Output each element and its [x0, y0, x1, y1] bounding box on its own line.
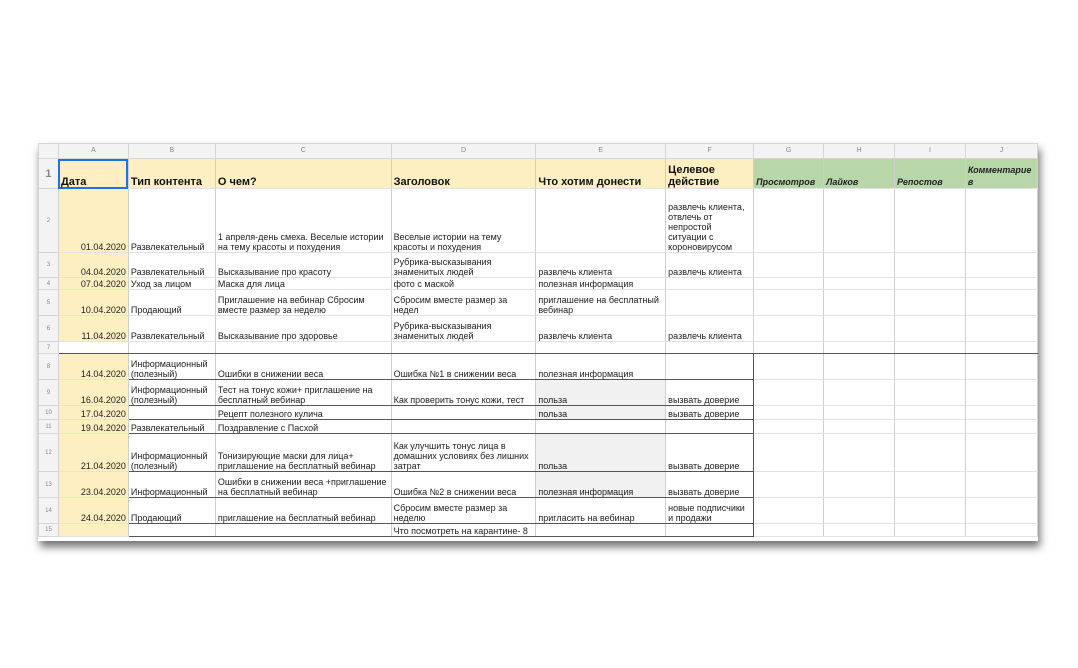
- table-cell[interactable]: 21.04.2020: [58, 434, 128, 472]
- table-row: [39, 380, 1038, 406]
- table-cell[interactable]: [391, 420, 536, 434]
- table-cell[interactable]: [965, 253, 1037, 278]
- table-cell[interactable]: 10.04.2020: [58, 290, 128, 316]
- row-number[interactable]: 4: [39, 278, 59, 290]
- table-cell[interactable]: Сбросим вместе размер за недел: [391, 290, 536, 316]
- table-cell[interactable]: приглашение на бесплатный вебинар: [536, 290, 666, 316]
- header-cell[interactable]: Лайков: [824, 159, 895, 189]
- table-cell[interactable]: [666, 354, 754, 380]
- table-cell[interactable]: [894, 253, 965, 278]
- table-cell[interactable]: [824, 420, 895, 434]
- table-cell[interactable]: [754, 278, 824, 290]
- table-cell[interactable]: полезная информация: [536, 354, 666, 380]
- table-cell[interactable]: [824, 342, 895, 354]
- table-cell[interactable]: Развлекательный: [128, 253, 215, 278]
- table-cell[interactable]: Веселые истории на тему красоты и похудения: [391, 189, 536, 253]
- table-cell[interactable]: [754, 342, 824, 354]
- table-cell[interactable]: [536, 189, 666, 253]
- table-cell[interactable]: [824, 290, 895, 316]
- table-cell[interactable]: 17.04.2020: [58, 406, 128, 420]
- table-cell[interactable]: 07.04.2020: [58, 278, 128, 290]
- table-cell[interactable]: Высказывание про красоту: [215, 253, 391, 278]
- table-cell[interactable]: [894, 342, 965, 354]
- table-cell[interactable]: Продающий: [128, 290, 215, 316]
- row-number[interactable]: 1: [39, 159, 59, 189]
- row-number[interactable]: 13: [39, 472, 59, 498]
- table-cell[interactable]: вызвать доверие: [666, 380, 754, 406]
- table-cell[interactable]: развлечь клиента: [536, 253, 666, 278]
- table-cell[interactable]: Тест на тонус кожи+ приглашение на бесплатный вебинар: [215, 380, 391, 406]
- table-cell[interactable]: приглашение на бесплатный вебинар: [215, 498, 391, 524]
- row-number[interactable]: 9: [39, 380, 59, 406]
- table-cell[interactable]: [666, 278, 754, 290]
- table-cell[interactable]: развлечь клиента, отвлечь от непростой ситуации с короновирусом: [666, 189, 754, 253]
- header-cell[interactable]: О чем?: [215, 159, 391, 189]
- table-cell[interactable]: Рецепт полезного кулича: [215, 406, 391, 420]
- table-cell[interactable]: вызвать доверие: [666, 406, 754, 420]
- row-number[interactable]: 3: [39, 253, 59, 278]
- table-cell[interactable]: [391, 406, 536, 420]
- column-header-d[interactable]: D: [391, 144, 536, 159]
- table-cell[interactable]: [754, 189, 824, 253]
- table-cell[interactable]: развлечь клиента: [666, 316, 754, 342]
- row-number[interactable]: 6: [39, 316, 59, 342]
- table-cell[interactable]: 14.04.2020: [58, 354, 128, 380]
- row-number[interactable]: 5: [39, 290, 59, 316]
- table-cell[interactable]: польза: [536, 434, 666, 472]
- header-cell[interactable]: Просмотров: [754, 159, 824, 189]
- table-cell[interactable]: [894, 290, 965, 316]
- table-cell[interactable]: 1 апреля-день смеха. Веселые истории на тему красоты и похудения: [215, 189, 391, 253]
- table-cell[interactable]: [536, 342, 666, 354]
- header-cell[interactable]: Репостов: [894, 159, 965, 189]
- column-header-a[interactable]: A: [58, 144, 128, 159]
- table-cell[interactable]: [894, 406, 965, 420]
- table-cell[interactable]: 23.04.2020: [58, 472, 128, 498]
- table-cell[interactable]: [128, 406, 215, 420]
- table-cell[interactable]: [894, 498, 965, 524]
- table-cell[interactable]: Высказывание про здоровье: [215, 316, 391, 342]
- table-cell[interactable]: 04.04.2020: [58, 253, 128, 278]
- table-cell[interactable]: [58, 524, 128, 537]
- column-header-i[interactable]: I: [894, 144, 965, 159]
- table-cell[interactable]: [754, 354, 824, 380]
- header-cell[interactable]: Заголовок: [391, 159, 536, 189]
- table-row: [39, 472, 1038, 498]
- header-cell[interactable]: Комментарие в: [965, 159, 1037, 189]
- table-row: [39, 189, 1038, 253]
- column-header-e[interactable]: E: [536, 144, 666, 159]
- table-row: [39, 342, 1038, 354]
- column-header-h[interactable]: H: [824, 144, 895, 159]
- column-header-g[interactable]: G: [754, 144, 824, 159]
- table-cell[interactable]: Информационный: [128, 472, 215, 498]
- table-cell[interactable]: [666, 524, 754, 537]
- table-cell[interactable]: [754, 380, 824, 406]
- table-cell[interactable]: Приглашение на вебинар Сбросим вместе размер за неделю: [215, 290, 391, 316]
- table-cell[interactable]: Развлекательный: [128, 189, 215, 253]
- table-row: [39, 316, 1038, 342]
- table-cell[interactable]: [894, 524, 965, 537]
- table-cell[interactable]: [754, 406, 824, 420]
- table-cell[interactable]: Развлекательный: [128, 316, 215, 342]
- table-cell[interactable]: 16.04.2020: [58, 380, 128, 406]
- header-cell[interactable]: Дата: [58, 159, 128, 189]
- table-cell[interactable]: [965, 434, 1037, 472]
- table-cell[interactable]: Развлекательный: [128, 420, 215, 434]
- table-cell[interactable]: Информационный (полезный): [128, 380, 215, 406]
- column-header-c[interactable]: C: [215, 144, 391, 159]
- table-cell[interactable]: [754, 434, 824, 472]
- row-number[interactable]: 15: [39, 524, 59, 537]
- table-cell[interactable]: [824, 498, 895, 524]
- table-cell[interactable]: [894, 380, 965, 406]
- table-cell[interactable]: Маска для лица: [215, 278, 391, 290]
- column-header-b[interactable]: B: [128, 144, 215, 159]
- table-cell[interactable]: [965, 290, 1037, 316]
- table-cell[interactable]: [58, 342, 128, 354]
- table-cell[interactable]: Информационный (полезный): [128, 434, 215, 472]
- table-row: [39, 524, 1038, 537]
- table-cell[interactable]: польза: [536, 380, 666, 406]
- table-header-row: [39, 159, 1038, 189]
- table-cell[interactable]: 19.04.2020: [58, 420, 128, 434]
- table-cell[interactable]: Информационный (полезный): [128, 354, 215, 380]
- table-row: [39, 406, 1038, 420]
- table-cell[interactable]: [666, 420, 754, 434]
- table-cell[interactable]: [894, 434, 965, 472]
- table-row: [39, 278, 1038, 290]
- header-cell[interactable]: Тип контента: [128, 159, 215, 189]
- table-cell[interactable]: новые подписчики и продажи: [666, 498, 754, 524]
- table-cell[interactable]: [894, 472, 965, 498]
- row-number[interactable]: 2: [39, 189, 59, 253]
- spreadsheet-grid: [38, 143, 1038, 537]
- table-cell[interactable]: вызвать доверие: [666, 472, 754, 498]
- table-cell[interactable]: [128, 342, 215, 354]
- table-cell[interactable]: фото с маской: [391, 278, 536, 290]
- table-cell[interactable]: вызвать доверие: [666, 434, 754, 472]
- table-cell[interactable]: полезная информация: [536, 472, 666, 498]
- table-cell[interactable]: [965, 380, 1037, 406]
- table-cell[interactable]: Что посмотреть на карантине- 8: [391, 524, 536, 537]
- table-cell[interactable]: полезная информация: [536, 278, 666, 290]
- table-cell[interactable]: [824, 406, 895, 420]
- table-cell[interactable]: [754, 498, 824, 524]
- table-cell[interactable]: [965, 342, 1037, 354]
- table-cell[interactable]: Ошибки в снижении веса +приглашение на бесплатный вебинар: [215, 472, 391, 498]
- table-cell[interactable]: [824, 380, 895, 406]
- header-cell[interactable]: Целевое действие: [666, 159, 754, 189]
- table-cell[interactable]: [894, 316, 965, 342]
- table-cell[interactable]: [965, 524, 1037, 537]
- table-cell[interactable]: [965, 189, 1037, 253]
- table-cell[interactable]: развлечь клиента: [666, 253, 754, 278]
- table-cell[interactable]: [965, 498, 1037, 524]
- table-cell[interactable]: [754, 472, 824, 498]
- table-cell[interactable]: [824, 354, 895, 380]
- column-header-f[interactable]: F: [666, 144, 754, 159]
- table-row: [39, 434, 1038, 472]
- table-row: [39, 498, 1038, 524]
- table-cell[interactable]: [536, 420, 666, 434]
- table-cell[interactable]: Рубрика-высказывания знаменитых людей: [391, 253, 536, 278]
- table-cell[interactable]: [965, 406, 1037, 420]
- row-number[interactable]: 10: [39, 406, 59, 420]
- table-cell[interactable]: [824, 278, 895, 290]
- table-cell[interactable]: [894, 278, 965, 290]
- table-cell[interactable]: Уход за лицом: [128, 278, 215, 290]
- row-number[interactable]: 12: [39, 434, 59, 472]
- row-number[interactable]: 7: [39, 342, 59, 354]
- table-cell[interactable]: [754, 316, 824, 342]
- table-cell[interactable]: [666, 290, 754, 316]
- table-cell[interactable]: польза: [536, 406, 666, 420]
- select-all-corner[interactable]: [39, 144, 59, 159]
- table-cell[interactable]: [824, 434, 895, 472]
- table-cell[interactable]: [824, 472, 895, 498]
- row-number[interactable]: 11: [39, 420, 59, 434]
- table-cell[interactable]: 01.04.2020: [58, 189, 128, 253]
- header-cell[interactable]: Что хотим донести: [536, 159, 666, 189]
- spreadsheet: [38, 143, 1038, 541]
- row-number[interactable]: 14: [39, 498, 59, 524]
- column-header-j[interactable]: J: [965, 144, 1037, 159]
- table-cell[interactable]: [965, 278, 1037, 290]
- table-cell[interactable]: [536, 524, 666, 537]
- table-cell[interactable]: [824, 316, 895, 342]
- table-row: [39, 290, 1038, 316]
- table-cell[interactable]: [754, 290, 824, 316]
- table-cell[interactable]: [215, 524, 391, 537]
- table-cell[interactable]: 11.04.2020: [58, 316, 128, 342]
- table-cell[interactable]: [824, 524, 895, 537]
- column-header-row: [39, 144, 1038, 159]
- table-cell[interactable]: [215, 342, 391, 354]
- table-cell[interactable]: Поздравление с Пасхой: [215, 420, 391, 434]
- table-cell[interactable]: [965, 420, 1037, 434]
- table-cell[interactable]: 24.04.2020: [58, 498, 128, 524]
- table-cell[interactable]: Продающий: [128, 498, 215, 524]
- table-cell[interactable]: [666, 342, 754, 354]
- table-cell[interactable]: [965, 316, 1037, 342]
- table-cell[interactable]: Ошибка №2 в снижении веса: [391, 472, 536, 498]
- table-cell[interactable]: Как улучшить тонус лица в домашних условиях без лишних затрат: [391, 434, 536, 472]
- table-cell[interactable]: развлечь клиента: [536, 316, 666, 342]
- table-cell[interactable]: Ошибка №1 в снижении веса: [391, 354, 536, 380]
- table-cell[interactable]: [754, 253, 824, 278]
- table-cell[interactable]: Ошибки в снижении веса: [215, 354, 391, 380]
- table-cell[interactable]: [965, 354, 1037, 380]
- table-cell[interactable]: Рубрика-высказывания знаменитых людей: [391, 316, 536, 342]
- table-row: [39, 253, 1038, 278]
- table-cell[interactable]: пригласить на вебинар: [536, 498, 666, 524]
- table-cell[interactable]: Как проверить тонус кожи, тест: [391, 380, 536, 406]
- row-number[interactable]: 8: [39, 354, 59, 380]
- table-cell[interactable]: [824, 253, 895, 278]
- table-cell[interactable]: [754, 420, 824, 434]
- table-cell[interactable]: [894, 189, 965, 253]
- table-cell[interactable]: [128, 524, 215, 537]
- table-cell[interactable]: [894, 420, 965, 434]
- table-row: [39, 354, 1038, 380]
- table-cell[interactable]: Тонизирующие маски для лица+ приглашение на бесплатный вебинар: [215, 434, 391, 472]
- table-row: [39, 420, 1038, 434]
- table-cell[interactable]: [391, 342, 536, 354]
- table-cell[interactable]: [965, 472, 1037, 498]
- table-cell[interactable]: [894, 354, 965, 380]
- table-cell[interactable]: [754, 524, 824, 537]
- table-cell[interactable]: [824, 189, 895, 253]
- table-cell[interactable]: Сбросим вместе размер за неделю: [391, 498, 536, 524]
